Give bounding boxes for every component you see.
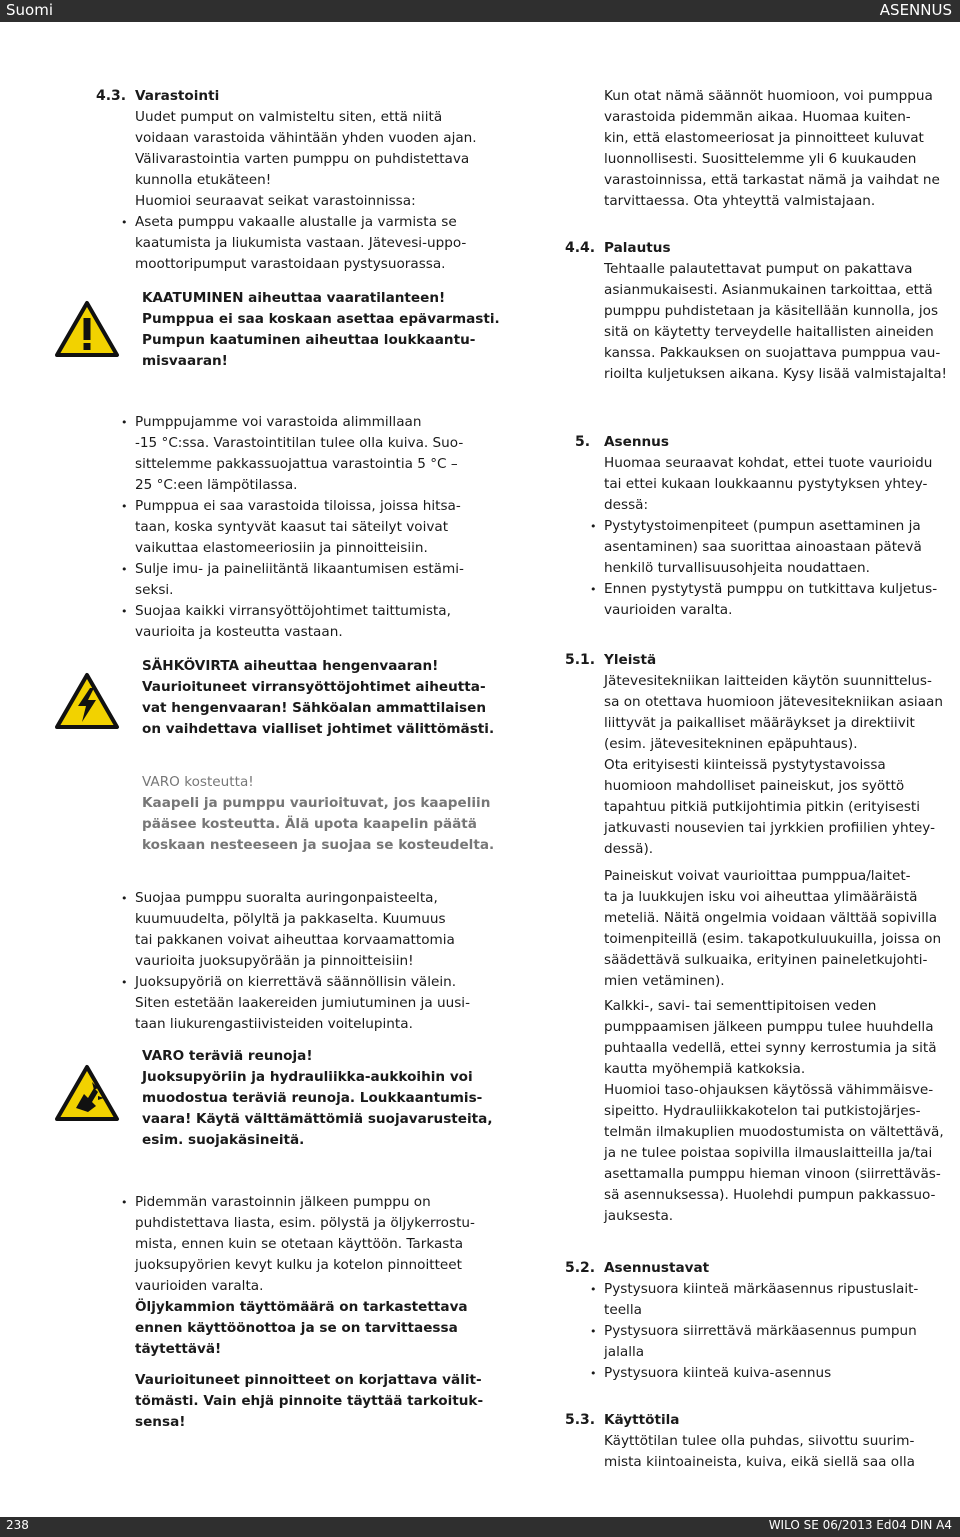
warning-line: Pumpun kaatuminen aiheuttaa loukkaantu- bbox=[142, 332, 476, 348]
text-line: liittyvät ja paikalliset määräykset ja direktiivit bbox=[604, 715, 915, 731]
warning-line: SÄHKÖVIRTA aiheuttaa hengenvaaran! bbox=[142, 658, 439, 674]
caution-moisture bbox=[142, 772, 502, 856]
bullet-line: • Pidemmän varastoinnin jälkeen pumppu on bbox=[135, 1192, 505, 1213]
text-line: Kun otat nämä säännöt huomioon, voi pumppua bbox=[604, 88, 933, 104]
text-line: puhdistettava liasta, esim. pölystä ja öljykerrostu- bbox=[135, 1215, 475, 1231]
text-line: mista kiintoaineista, kuiva, eikä siellä saa olla bbox=[604, 1454, 915, 1470]
warning-tip-over bbox=[142, 288, 502, 372]
warning-line: muodostua teräviä reunoja. Loukkaantumis- bbox=[142, 1090, 483, 1106]
text-line: taan, koska syntyvät kaasut tai säteilyt voivat bbox=[135, 519, 449, 535]
text-line: mista, ennen kuin se otetaan käyttöön. Tarkasta bbox=[135, 1236, 464, 1252]
header-bar bbox=[0, 0, 960, 22]
text-line: Paineiskut voivat vaurioittaa pumppua/laitet- bbox=[604, 868, 911, 884]
text-line: Käyttötilan tulee olla puhdas, siivottu suurim- bbox=[604, 1433, 915, 1449]
section-4-4 bbox=[604, 238, 954, 385]
language-label: Suomi bbox=[6, 1, 53, 19]
text-line: täytettävä! bbox=[135, 1341, 222, 1357]
text-line: ja ne tulee poistaa sopivilla ilmauslaitteilla ja/tai bbox=[604, 1145, 933, 1161]
long-storage-bullets bbox=[135, 1192, 505, 1433]
text-line: jatkuvasti nousevien tai jyrkkien profiilien yhtey- bbox=[604, 820, 935, 836]
text-line: ennen käyttöönottoa ja se on tarvittaessa bbox=[135, 1320, 458, 1336]
text-line: dessä: bbox=[604, 497, 649, 513]
text-line: kin, että elastomeeriosat ja pinnoitteet kuluvat bbox=[604, 130, 924, 146]
text-line: varastoida pidemmän aikaa. Huomaa kuiten- bbox=[604, 109, 911, 125]
bullet-line: • Pystysuora kiinteä märkäasennus ripustuslait- bbox=[604, 1279, 954, 1300]
section-label: ASENNUS bbox=[879, 1, 952, 19]
page-number: 238 bbox=[6, 1518, 29, 1532]
warning-electrical bbox=[142, 656, 502, 740]
text-line: rioilta kuljetuksen aikana. Kysy lisää valmistajalta! bbox=[604, 366, 948, 382]
text-line: vaurioita ja kosteutta vastaan. bbox=[135, 624, 343, 640]
text-line: huomioon mahdolliset paineiskut, jos syöttö bbox=[604, 778, 905, 794]
section-5-3 bbox=[604, 1410, 954, 1473]
section-number-5-1: 5.1. bbox=[565, 652, 596, 668]
text-line: tarvittaessa. Ota yhteyttä valmistajaan. bbox=[604, 193, 876, 209]
text-line: taan liukurengastiivisteiden voitelupinta. bbox=[135, 1016, 413, 1032]
electrical-hazard-icon bbox=[54, 672, 120, 730]
text-line: kaatumista ja liukumista vastaan. Jätevesi-uppo- bbox=[135, 235, 467, 251]
caution-line: Kaapeli ja pumppu vaurioituvat, jos kaapeliin bbox=[142, 795, 491, 811]
text-line: Huomaa seuraavat kohdat, ettei tuote vaurioidu bbox=[604, 455, 933, 471]
text-line: Öljykammion täyttömäärä on tarkastettava bbox=[135, 1299, 468, 1315]
text-line: Vaurioituneet pinnoitteet on korjattava välit- bbox=[135, 1372, 482, 1388]
section-number-4-3: 4.3. bbox=[96, 88, 127, 104]
section-title: Yleistä bbox=[604, 652, 657, 668]
text-line: kunnolla etukäteen! bbox=[135, 172, 272, 188]
text-line: luonnollisesti. Suosittelemme yli 6 kuukauden bbox=[604, 151, 917, 167]
text-line: vaurioiden varalta. bbox=[604, 602, 733, 618]
document-id: WILO SE 06/2013 Ed04 DIN A4 bbox=[768, 1518, 952, 1532]
section-number-5-3: 5.3. bbox=[565, 1412, 596, 1428]
bullet-line: • Sulje imu- ja paineliitäntä likaantumisen estämi- bbox=[135, 559, 505, 580]
text-line: Tehtaalle palautettavat pumput on pakattava bbox=[604, 261, 913, 277]
section-5 bbox=[604, 432, 954, 621]
warning-line: VARO teräviä reunoja! bbox=[142, 1048, 313, 1064]
text-line: 25 °C:een lämpötilassa. bbox=[135, 477, 298, 493]
text-line: telmän ilmakuplien muodostumista on vältettävä, bbox=[604, 1124, 944, 1140]
warning-line: on vaihdettava vialliset johtimet välittömästi. bbox=[142, 721, 495, 737]
caution-line: pääsee kosteutta. Älä upota kaapelin päätä bbox=[142, 816, 477, 832]
text-line: juoksupyörien kevyt kulku ja kotelon pinnoitteet bbox=[135, 1257, 462, 1273]
warning-line: Pumppua ei saa koskaan asettaa epävarmasti. bbox=[142, 311, 500, 327]
text-line: henkilö turvallisuusohjeita noudattaen. bbox=[604, 560, 870, 576]
section-title: Palautus bbox=[604, 240, 671, 256]
text-line: kuumuudelta, pölyltä ja pakkaselta. Kuumuus bbox=[135, 911, 446, 927]
text-line: vaurioita juoksupyörään ja pinnoitteisiin! bbox=[135, 953, 414, 969]
section-number-5-2: 5.2. bbox=[565, 1260, 596, 1276]
warning-line: esim. suojakäsineitä. bbox=[142, 1132, 305, 1148]
section-4-3 bbox=[135, 86, 495, 275]
text-line: jalalla bbox=[604, 1344, 645, 1360]
bullet-line: • Suojaa pumppu suoralta auringonpaisteelta, bbox=[135, 888, 505, 909]
text-line: puhtaalla vedellä, ettei synny kerrostumia ja sitä bbox=[604, 1040, 937, 1056]
protection-bullets bbox=[135, 888, 505, 1035]
text-line: sensa! bbox=[135, 1414, 186, 1430]
section-title: Käyttötila bbox=[604, 1412, 680, 1428]
storage-bullets bbox=[135, 412, 505, 643]
text-line: pumppu puhdistetaan ja käsitellään kunnolla, jos bbox=[604, 303, 939, 319]
section-number-5: 5. bbox=[575, 434, 591, 450]
text-line: varastoinnissa, että tarkastat nämä ja vaihdat ne bbox=[604, 172, 940, 188]
text-line: Huomioi taso-ohjauksen käytössä vähimmäisve- bbox=[604, 1082, 934, 1098]
warning-line: vaara! Käytä välttämättömiä suojavarusteita, bbox=[142, 1111, 493, 1127]
text-line: kautta myöhempiä katkoksia. bbox=[604, 1061, 806, 1077]
text-line: sittelemme pakkassuojattua varastointia 5 °C – bbox=[135, 456, 458, 472]
section-5-1 bbox=[604, 650, 959, 1227]
section-number-4-4: 4.4. bbox=[565, 240, 596, 256]
warning-line: KAATUMINEN aiheuttaa vaaratilanteen! bbox=[142, 290, 446, 306]
text-line: asettamalla pumppu hieman vinoon (siirrettäväs- bbox=[604, 1166, 941, 1182]
bullet-line: • Pystysuora kiinteä kuiva-asennus bbox=[604, 1363, 954, 1384]
text-line: Kalkki-, savi- tai sementtipitoisen veden bbox=[604, 998, 877, 1014]
text-line: asentaminen) saa suorittaa ainoastaan pätevä bbox=[604, 539, 922, 555]
section-5-2 bbox=[604, 1258, 954, 1384]
text-line: (esim. jätevesitekninen epäpuhtaus). bbox=[604, 736, 858, 752]
warning-exclamation-icon bbox=[54, 300, 120, 358]
text-line: Jätevesitekniikan laitteiden käytön suunnittelus- bbox=[604, 673, 932, 689]
text-line: kanssa. Pakkauksen on suojattava pumppua vau- bbox=[604, 345, 941, 361]
text-line: Uudet pumput on valmisteltu siten, että niitä bbox=[135, 109, 443, 125]
text-line: Ota erityisesti kiinteissä pystytystavoissa bbox=[604, 757, 886, 773]
text-line: tai pakkanen voivat aiheuttaa korvaamattomia bbox=[135, 932, 455, 948]
caution-line: VARO kosteutta! bbox=[142, 774, 254, 790]
caution-line: koskaan nesteeseen ja suojaa se kosteudelta. bbox=[142, 837, 495, 853]
text-line: teella bbox=[604, 1302, 642, 1318]
bullet-line: • Suojaa kaikki virransyöttöjohtimet taittumista, bbox=[135, 601, 505, 622]
text-line: pumppaamisen jälkeen pumppu tulee huuhdella bbox=[604, 1019, 934, 1035]
text-line: tapahtuu pitkiä putkijohtimia pitkin (erityisesti bbox=[604, 799, 921, 815]
text-line: dessä). bbox=[604, 841, 654, 857]
text-line: vaikuttaa elastomeeriosiin ja pinnoitteisiin. bbox=[135, 540, 428, 556]
text-line: Siten estetään laakereiden jumiutuminen ja uusi- bbox=[135, 995, 470, 1011]
section-title: Asennustavat bbox=[604, 1260, 710, 1276]
section-title: Varastointi bbox=[135, 88, 220, 104]
text-line: seksi. bbox=[135, 582, 174, 598]
text-line: meteliä. Näitä ongelmia voidaan välttää sopivilla bbox=[604, 910, 938, 926]
sharp-edges-hazard-icon bbox=[54, 1064, 120, 1122]
text-line: sipeitto. Hydrauliikkakotelon tai putkistojärjes- bbox=[604, 1103, 921, 1119]
text-line: asianmukaisesti. Asianmukainen tarkoittaa, että bbox=[604, 282, 933, 298]
warning-line: Juoksupyöriin ja hydrauliikka-aukkoihin voi bbox=[142, 1069, 473, 1085]
text-line: -15 °C:ssa. Varastointitilan tulee olla kuiva. Suo- bbox=[135, 435, 464, 451]
text-line: toimenpiteillä (esim. takapotkuluukuilla, joissa on bbox=[604, 931, 942, 947]
warning-line: Vaurioituneet virransyöttöjohtimet aiheutta- bbox=[142, 679, 486, 695]
warning-line: vat hengenvaaran! Sähköalan ammattilaisen bbox=[142, 700, 487, 716]
text-line: Huomioi seuraavat seikat varastoinnissa: bbox=[135, 193, 416, 209]
bullet-line: • Pumppujamme voi varastoida alimmillaan bbox=[135, 412, 505, 433]
text-line: ta ja luukkujen isku voi aiheuttaa ylimääräistä bbox=[604, 889, 918, 905]
text-line: sitä on käytetty terveydelle haitallisten aineiden bbox=[604, 324, 934, 340]
warning-line: misvaaran! bbox=[142, 353, 228, 369]
bullet-line: • Pumppua ei saa varastoida tiloissa, joissa hitsa- bbox=[135, 496, 505, 517]
text-line: tai ettei kukaan loukkaannu pystytyksen yhtey- bbox=[604, 476, 928, 492]
bullet-line: • Ennen pystytystä pumppu on tutkittava kuljetus- bbox=[604, 579, 954, 600]
footer-bar bbox=[0, 1517, 960, 1537]
bullet-line: • Juoksupyöriä on kierrettävä säännöllisin välein. bbox=[135, 972, 505, 993]
text-line: mien vetäminen). bbox=[604, 973, 725, 989]
bullet-line: • Pystysuora siirrettävä märkäasennus pumpun bbox=[604, 1321, 954, 1342]
section-title: Asennus bbox=[604, 434, 669, 450]
text-line: sa on otettava huomioon jätevesitekniikan asiaan bbox=[604, 694, 943, 710]
text-line: tömästi. Vain ehjä pinnoite täyttää tarkoituk- bbox=[135, 1393, 484, 1409]
text-line: vaurioiden varalta. bbox=[135, 1278, 264, 1294]
bullet-line: • Aseta pumppu vakaalle alustalle ja varmista se bbox=[135, 212, 495, 233]
text-line: moottoripumput varastoidaan pystysuorassa. bbox=[135, 256, 446, 272]
text-line: sä asennuksessa). Huolehdi pumpun pakkassuo- bbox=[604, 1187, 936, 1203]
text-line: voidaan varastoida vähintään yhden vuoden ajan. bbox=[135, 130, 477, 146]
storage-note bbox=[604, 86, 954, 212]
text-line: Välivarastointia varten pumppu on puhdistettava bbox=[135, 151, 470, 167]
bullet-line: • Pystytystoimenpiteet (pumpun asettaminen ja bbox=[604, 516, 954, 537]
text-line: säädettävä sulkuaika, erityinen paineletkujohti- bbox=[604, 952, 928, 968]
text-line: jauksesta. bbox=[604, 1208, 674, 1224]
warning-sharp-edges bbox=[142, 1046, 502, 1151]
